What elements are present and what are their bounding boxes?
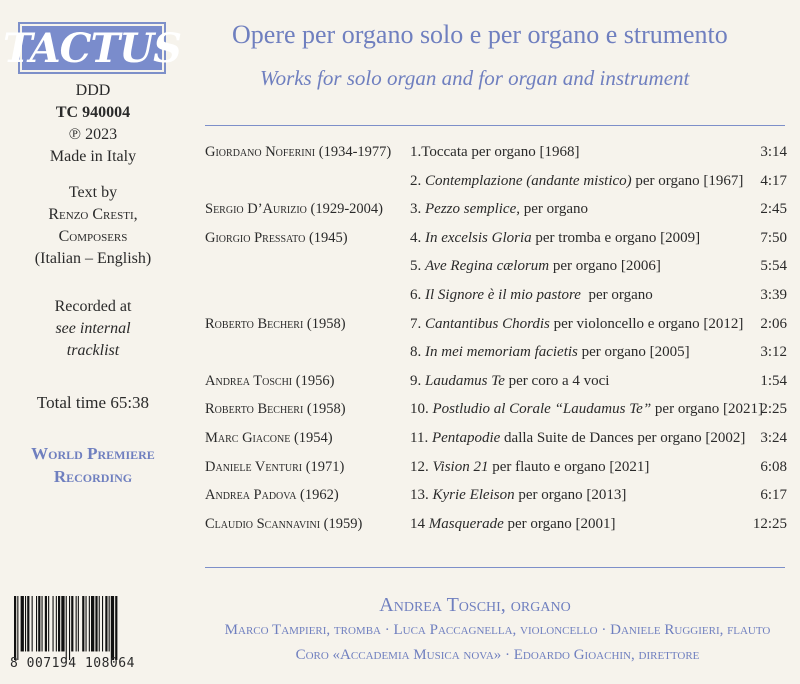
text-author: Renzo Cresti, bbox=[48, 206, 138, 223]
barcode-bar bbox=[76, 596, 77, 651]
text-languages: (Italian – English) bbox=[34, 250, 152, 267]
track-number: 7. bbox=[410, 315, 425, 332]
track-work: Pezzo semplice bbox=[425, 201, 517, 218]
copyright: ℗ 2023 bbox=[68, 126, 118, 143]
barcode-bar bbox=[95, 596, 97, 651]
divider-top bbox=[205, 125, 785, 126]
barcode-bar bbox=[82, 596, 84, 651]
track-work: Ave Regina cælorum bbox=[425, 258, 550, 275]
barcode-bar bbox=[111, 596, 114, 660]
logo-text: TACTUS bbox=[3, 24, 181, 72]
track-composer: Andrea Toschi (1956) bbox=[205, 372, 335, 389]
track-detail: dalla Suite de Dances per organo [2002] bbox=[500, 429, 746, 446]
tracklist bbox=[205, 140, 787, 540]
title-italian: Opere per organo solo e per organo e strumento bbox=[232, 20, 728, 49]
track-duration: 6:17 bbox=[760, 487, 787, 504]
track-row bbox=[205, 197, 787, 226]
track-work: Kyrie Eleison bbox=[432, 487, 515, 504]
world-premiere bbox=[0, 442, 186, 488]
track-duration: 3:39 bbox=[760, 286, 787, 303]
track-row bbox=[205, 169, 787, 198]
track-number: 9. bbox=[410, 372, 425, 389]
recorded-label: Recorded at bbox=[54, 298, 132, 315]
track-number: 5. bbox=[410, 258, 425, 275]
track-title bbox=[410, 516, 616, 533]
barcode-bar bbox=[58, 596, 60, 651]
track-detail: , per organo bbox=[516, 201, 589, 218]
barcode-bar bbox=[102, 596, 103, 651]
track-row bbox=[205, 254, 787, 283]
barcode-bar bbox=[42, 596, 43, 651]
premiere-line2: Recording bbox=[53, 467, 133, 486]
track-composer: Giordano Noferini (1934-1977) bbox=[205, 144, 392, 160]
track-detail: per organo [2006] bbox=[549, 258, 661, 275]
track-composer: Daniele Venturi (1971) bbox=[205, 458, 345, 475]
barcode bbox=[12, 596, 158, 660]
track-detail: per coro a 4 voci bbox=[504, 372, 610, 389]
text-by-label: Text by bbox=[68, 184, 118, 201]
track-detail: per organo bbox=[580, 286, 653, 303]
track-work: Pentapodie bbox=[431, 429, 501, 446]
format: DDD bbox=[75, 82, 111, 99]
track-detail: per organo [2001] bbox=[503, 515, 616, 532]
track-title bbox=[410, 316, 743, 333]
recorded-line2: see internal bbox=[55, 320, 131, 337]
track-work: Vision 21 bbox=[432, 458, 489, 475]
track-number: 8. bbox=[410, 344, 425, 361]
track-title bbox=[410, 373, 609, 390]
track-row bbox=[205, 512, 787, 541]
track-duration: 7:50 bbox=[760, 229, 787, 246]
track-duration: 3:12 bbox=[760, 344, 787, 361]
track-work: Postludio al Corale “Laudamus Te” bbox=[432, 401, 652, 418]
recorded-line3: tracklist bbox=[66, 342, 120, 359]
total-time: Total time 65:38 bbox=[36, 393, 150, 412]
barcode-bar bbox=[115, 596, 117, 660]
track-title bbox=[410, 459, 649, 476]
track-duration: 6:08 bbox=[760, 458, 787, 475]
track-number: 4. bbox=[410, 229, 425, 246]
track-detail: per organo [2013] bbox=[514, 487, 627, 504]
track-composer: Sergio D’Aurizio (1929-2004) bbox=[205, 201, 384, 218]
recorded-block bbox=[0, 296, 186, 362]
track-work: In excelsis Gloria bbox=[425, 229, 532, 246]
track-detail: per organo [1968] bbox=[467, 144, 580, 160]
main-performer: Andrea Toschi, organo bbox=[379, 594, 571, 616]
track-duration: 2:06 bbox=[760, 315, 787, 332]
barcode-bar bbox=[27, 596, 29, 651]
text-by-block bbox=[0, 182, 186, 270]
barcode-bar bbox=[53, 596, 54, 651]
track-duration: 3:24 bbox=[760, 429, 787, 446]
barcode-bar bbox=[105, 596, 107, 651]
title-english: Works for solo organ and for organ and instrument bbox=[260, 66, 690, 90]
text-composers: Composers bbox=[58, 228, 128, 245]
track-title bbox=[410, 487, 626, 504]
track-title bbox=[410, 344, 690, 361]
divider-bottom bbox=[205, 567, 785, 568]
track-duration: 3:14 bbox=[760, 144, 787, 160]
barcode-bar bbox=[38, 596, 40, 651]
barcode-bar bbox=[89, 596, 90, 651]
track-duration: 5:54 bbox=[760, 258, 787, 275]
track-number: 14 bbox=[410, 515, 429, 532]
track-row bbox=[205, 397, 787, 426]
track-duration: 2:25 bbox=[760, 401, 787, 418]
barcode-bar bbox=[17, 596, 18, 660]
barcode-bar bbox=[66, 596, 67, 660]
track-composer: Roberto Becheri (1958) bbox=[205, 315, 346, 332]
credits-line2: Coro «Accademia Musica nova» · Edoardo Gioachin, direttore bbox=[295, 647, 700, 663]
barcode-bar bbox=[25, 596, 26, 651]
credits-line1: Marco Tampieri, tromba · Luca Paccagnella, violoncello · Daniele Ruggieri, flauto bbox=[224, 622, 771, 638]
track-work: In mei memoriam facietis bbox=[425, 344, 578, 361]
track-title bbox=[410, 258, 661, 275]
track-work: Masquerade bbox=[428, 515, 504, 532]
track-row bbox=[205, 283, 787, 312]
track-row bbox=[205, 312, 787, 341]
track-row bbox=[205, 455, 787, 484]
track-number: 13. bbox=[410, 487, 433, 504]
track-title bbox=[410, 401, 763, 418]
origin: Made in Italy bbox=[49, 148, 137, 165]
track-row bbox=[205, 140, 787, 169]
track-composer: Claudio Scannavini (1959) bbox=[205, 515, 363, 532]
track-title bbox=[410, 201, 588, 218]
track-number: 2. bbox=[410, 172, 425, 189]
track-number: 11. bbox=[410, 429, 432, 446]
barcode-bar bbox=[78, 596, 79, 651]
barcode-bar bbox=[14, 596, 16, 660]
track-work: Il Signore è il mio pastore bbox=[425, 286, 581, 303]
track-number: 6. bbox=[410, 286, 425, 303]
track-title bbox=[410, 230, 700, 247]
track-number: 3. bbox=[410, 201, 425, 218]
barcode-bar bbox=[86, 596, 87, 651]
track-row bbox=[205, 340, 787, 369]
track-row bbox=[205, 426, 787, 455]
barcode-bar bbox=[99, 596, 100, 651]
track-row bbox=[205, 226, 787, 255]
track-number: 10. bbox=[410, 401, 433, 418]
track-duration: 4:17 bbox=[760, 172, 787, 189]
barcode-bar bbox=[48, 596, 49, 651]
track-title bbox=[410, 144, 579, 161]
track-number: 12. bbox=[410, 458, 433, 475]
track-title bbox=[410, 173, 743, 190]
track-composer: Giorgio Pressato (1945) bbox=[205, 229, 348, 246]
track-work: Toccata bbox=[421, 144, 468, 160]
barcode-bar bbox=[91, 596, 94, 651]
track-detail: per flauto e organo [2021] bbox=[488, 458, 650, 475]
track-detail: per organo [2005] bbox=[577, 344, 690, 361]
track-work: Cantantibus Chordis bbox=[425, 315, 550, 332]
track-duration: 1:54 bbox=[760, 372, 787, 389]
track-duration: 2:45 bbox=[760, 201, 787, 218]
tactus-logo bbox=[3, 22, 181, 74]
track-detail: per organo [1967] bbox=[631, 172, 744, 189]
barcode-bar bbox=[45, 596, 47, 651]
track-detail: per tromba e organo [2009] bbox=[531, 229, 701, 246]
track-number: 1. bbox=[410, 144, 422, 160]
barcode-bar bbox=[109, 596, 110, 651]
premiere-line1: World Premiere bbox=[31, 444, 155, 463]
track-composer: Marc Giacone (1954) bbox=[205, 429, 333, 446]
track-composer: Roberto Becheri (1958) bbox=[205, 401, 346, 418]
release-info bbox=[0, 80, 186, 168]
track-duration: 12:25 bbox=[752, 515, 787, 532]
track-work: Contemplazione (andante mistico) bbox=[425, 172, 632, 189]
track-detail: per violoncello e organo [2012] bbox=[549, 315, 744, 332]
track-row bbox=[205, 369, 787, 398]
barcode-bar bbox=[56, 596, 57, 651]
track-work: Laudamus Te bbox=[425, 372, 505, 389]
track-composer: Andrea Padova (1962) bbox=[205, 487, 339, 504]
barcode-digits: 8 007194 108064 bbox=[10, 656, 135, 671]
barcode-bar bbox=[71, 596, 73, 651]
track-detail: per organo [2021] bbox=[651, 401, 763, 418]
catalog-number: TC 940004 bbox=[55, 104, 131, 121]
barcode-bar bbox=[21, 596, 24, 651]
track-title bbox=[410, 430, 745, 447]
barcode-bar bbox=[61, 596, 64, 651]
track-title bbox=[410, 287, 653, 304]
barcode-bar bbox=[36, 596, 37, 651]
barcode-bar bbox=[32, 596, 33, 651]
barcode-bar bbox=[69, 596, 70, 660]
track-row bbox=[205, 483, 787, 512]
